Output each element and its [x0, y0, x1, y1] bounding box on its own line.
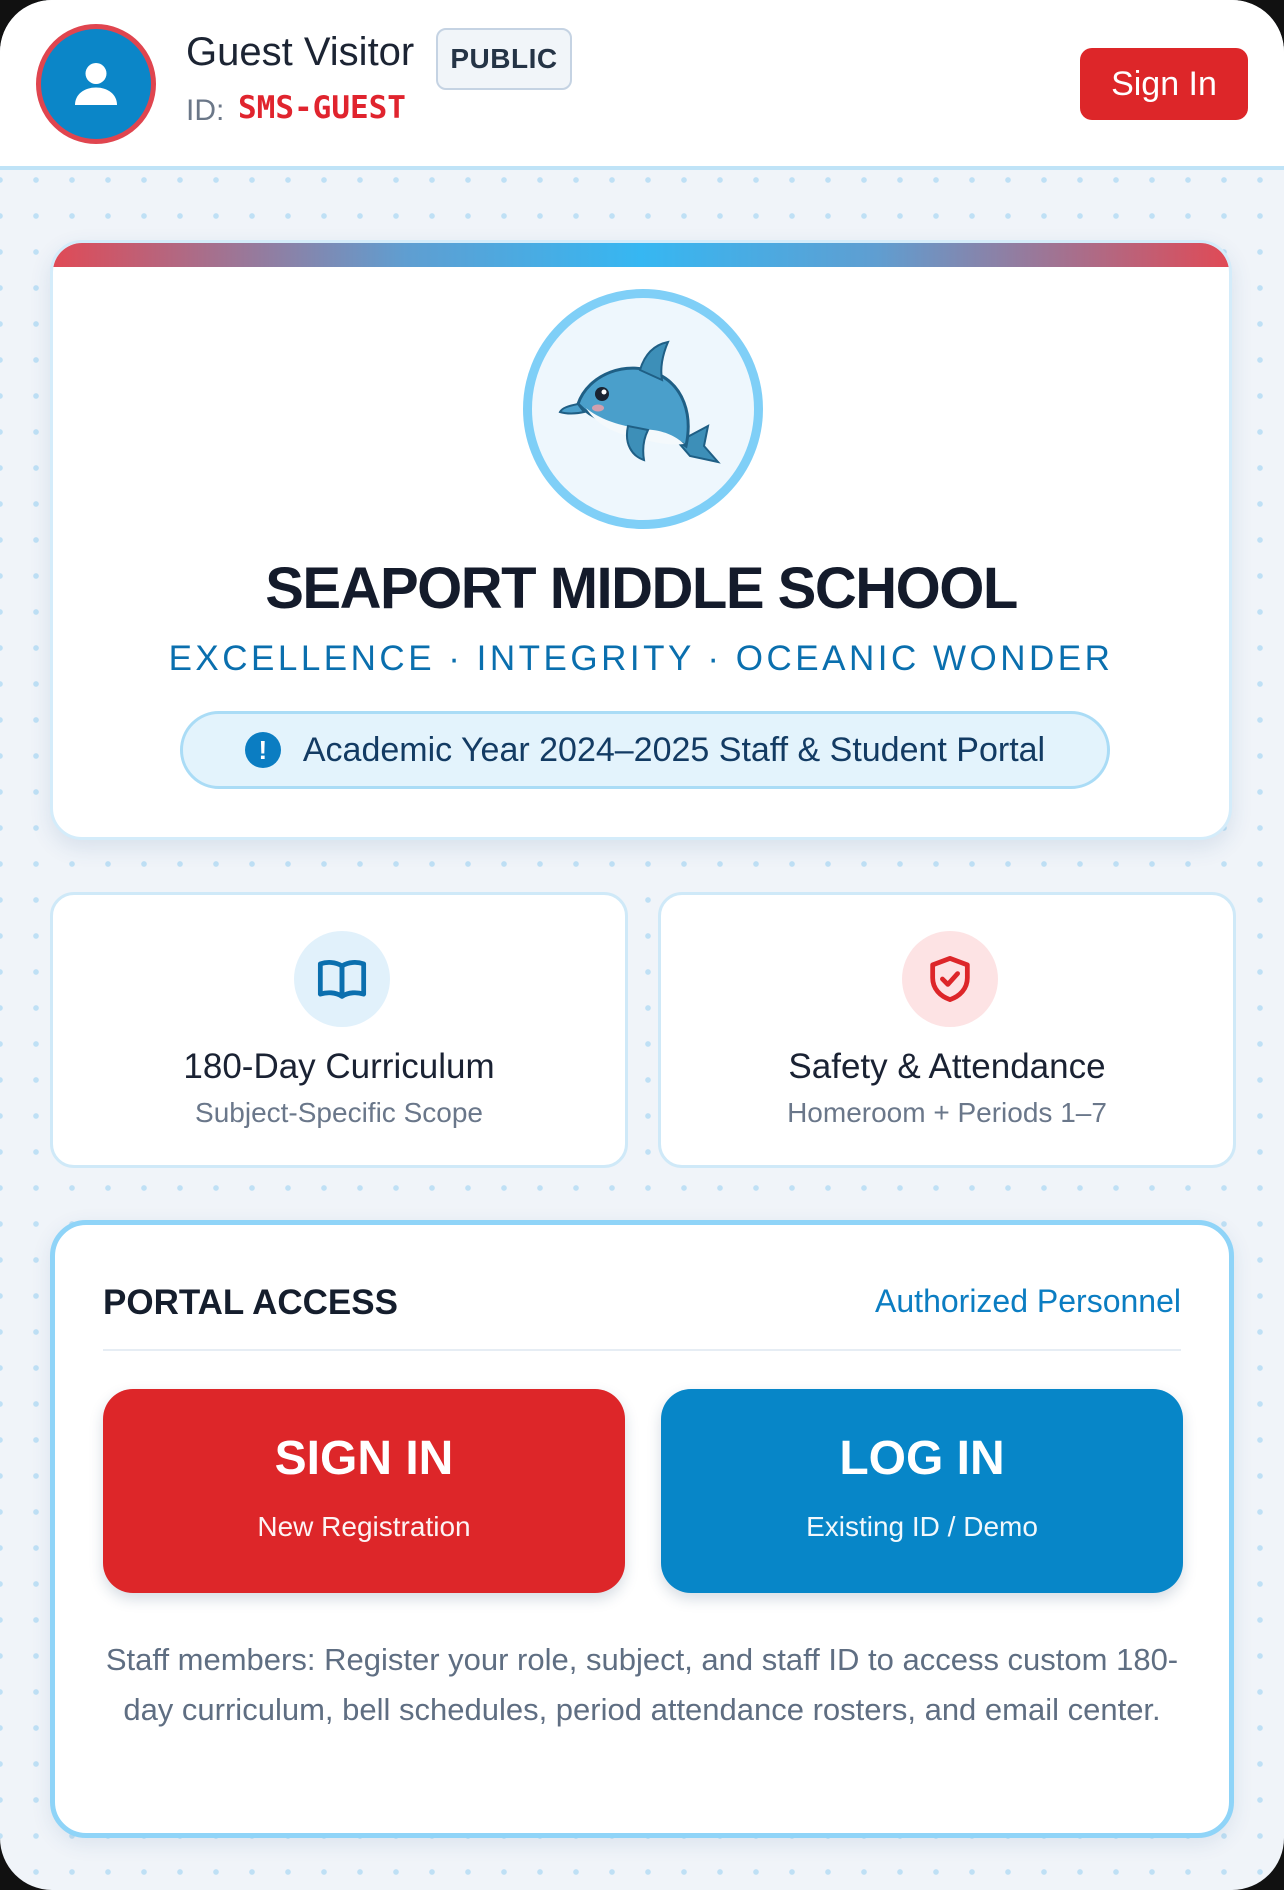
school-logo	[523, 289, 763, 529]
public-badge: PUBLIC	[436, 28, 572, 90]
log-in-subtitle: Existing ID / Demo	[806, 1511, 1038, 1542]
avatar[interactable]	[36, 24, 156, 144]
dolphin-icon	[558, 334, 728, 484]
user-icon	[68, 56, 124, 112]
shield-check-icon	[924, 953, 976, 1005]
feature-subtitle: Homeroom + Periods 1–7	[787, 1097, 1107, 1128]
sign-in-subtitle: New Registration	[257, 1511, 471, 1542]
top-bar	[0, 0, 1284, 170]
school-motto: EXCELLENCE · INTEGRITY · OCEANIC WONDER	[168, 639, 1114, 678]
feature-title: Safety & Attendance	[788, 1047, 1106, 1086]
feature-icon-wrap	[902, 931, 998, 1027]
book-open-icon	[316, 953, 368, 1005]
portal-access-card	[50, 1220, 1234, 1838]
school-name: SEAPORT MIDDLE SCHOOL	[265, 556, 1017, 621]
feature-card-curriculum	[50, 892, 628, 1168]
hero-gradient-strip	[53, 243, 1229, 267]
portal-title: PORTAL ACCESS	[103, 1283, 398, 1322]
divider	[103, 1349, 1181, 1351]
user-name: Guest Visitor	[186, 30, 415, 74]
authorized-personnel-link[interactable]: Authorized Personnel	[875, 1283, 1181, 1319]
id-label: ID:	[186, 94, 225, 127]
feature-title: 180-Day Curriculum	[183, 1047, 495, 1086]
school-hero-card	[50, 240, 1232, 840]
alert-circle-icon: !	[245, 732, 281, 768]
academic-year-text: Academic Year 2024–2025 Staff & Student Portal	[302, 730, 1046, 769]
feature-subtitle: Subject-Specific Scope	[195, 1097, 483, 1128]
log-in-label: LOG IN	[839, 1432, 1005, 1485]
feature-icon-wrap	[294, 931, 390, 1027]
header-sign-in-button[interactable]: Sign In	[1080, 48, 1248, 120]
feature-card-safety	[658, 892, 1236, 1168]
id-value: SMS-GUEST	[238, 90, 406, 126]
sign-in-label: SIGN IN	[274, 1432, 454, 1485]
log-in-button[interactable]	[661, 1389, 1183, 1593]
portal-description: Staff members: Register your role, subject, and staff ID to access custom 180-day curriculum, bell schedules, period attendance rosters, and email center.	[105, 1642, 1179, 1727]
sign-in-button[interactable]	[103, 1389, 625, 1593]
academic-year-notice	[180, 711, 1110, 789]
